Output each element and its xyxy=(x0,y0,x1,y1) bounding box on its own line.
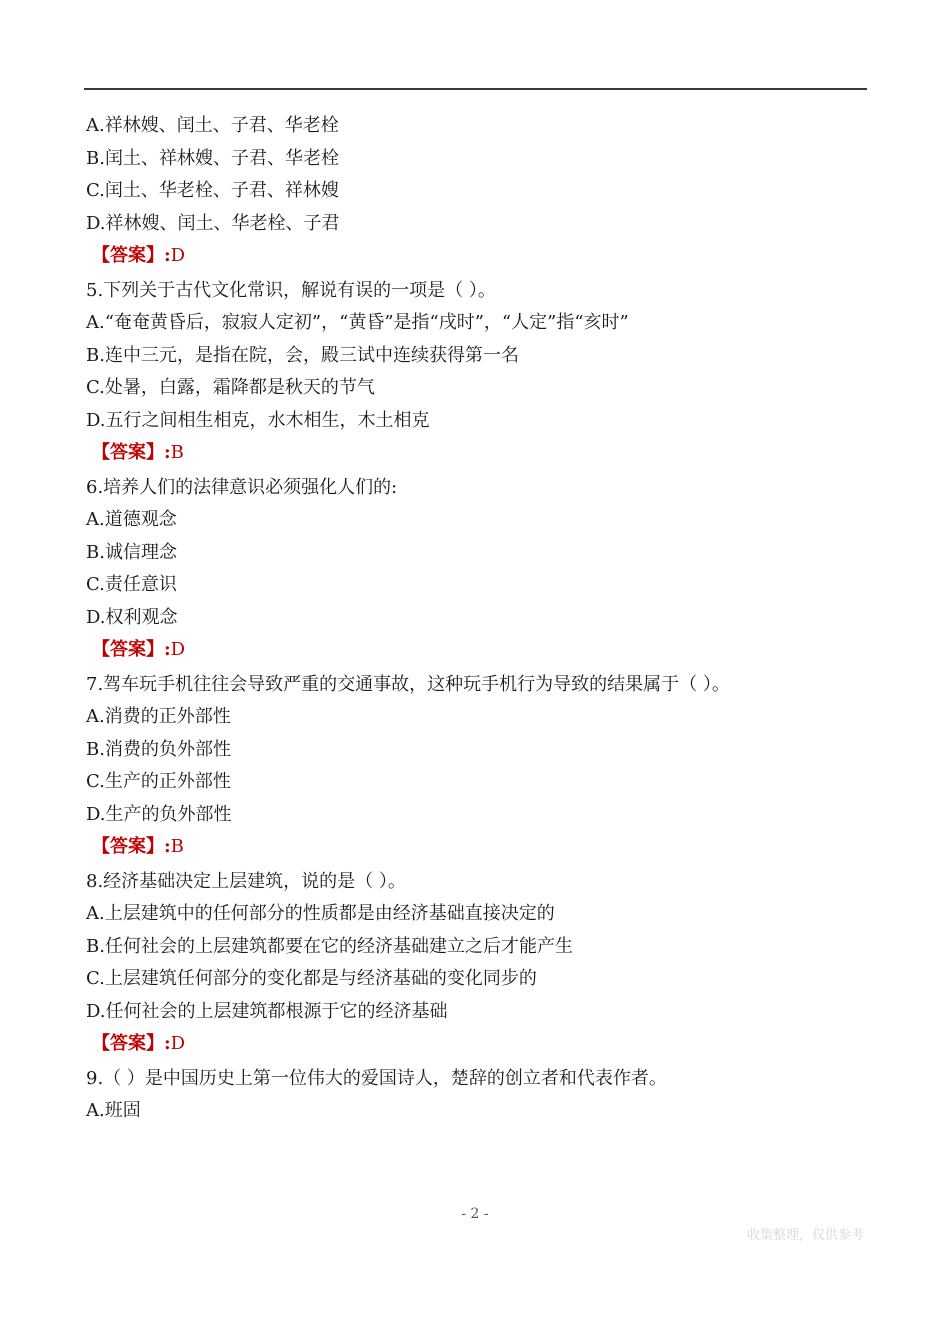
answer-label: 【答案】: xyxy=(92,836,171,857)
option-b: B.闰土、祥林嫂、子君、华老栓 xyxy=(86,147,339,169)
answer-value: D xyxy=(170,639,186,660)
option-a: A.上层建筑中的任何部分的性质都是由经济基础直接决定的 xyxy=(86,903,555,924)
option-d: D.任何社会的上层建筑都根源于它的经济基础 xyxy=(86,1000,448,1022)
option-d: D.权利观念 xyxy=(86,606,178,628)
header-rule xyxy=(84,88,867,90)
answer-value: B xyxy=(170,442,184,463)
option-d: D.五行之间相生相克，水木相生，木土相克 xyxy=(86,409,430,431)
option-a: A.班固 xyxy=(86,1100,141,1121)
answer-label: 【答案】: xyxy=(92,442,171,463)
question-text: 5.下列关于古代文化常识，解说有误的一项是（ ）。 xyxy=(86,279,496,301)
answer-value: D xyxy=(170,245,186,266)
answer-line xyxy=(86,831,866,864)
option-c: C.生产的正外部性 xyxy=(86,771,231,792)
watermark-text: 收集整理，仅供参考 xyxy=(746,1228,864,1243)
option-a: A.道德观念 xyxy=(86,509,177,530)
option-b: B.消费的负外部性 xyxy=(86,738,231,760)
answer-label: 【答案】: xyxy=(92,1033,171,1054)
question-text: 8.经济基础决定上层建筑，说的是（ ）。 xyxy=(86,870,406,892)
option-d: D.祥林嫂、闰土、华老栓、子君 xyxy=(86,212,340,234)
option-a: A.“奄奄黄昏后，寂寂人定初”，“黄昏”是指“戌时”，“人定”指“亥时” xyxy=(86,312,629,333)
answer-line xyxy=(86,1028,866,1061)
option-a: A.祥林嫂、闰土、子君、华老栓 xyxy=(86,115,339,136)
document-body xyxy=(86,110,866,1128)
page-number: - 2 - xyxy=(461,1206,489,1222)
option-c: C.上层建筑任何部分的变化都是与经济基础的变化同步的 xyxy=(86,968,537,989)
answer-value: B xyxy=(170,836,184,857)
option-b: B.连中三元，是指在院，会，殿三试中连续获得第一名 xyxy=(86,344,519,366)
answer-label: 【答案】: xyxy=(92,639,171,660)
answer-label: 【答案】: xyxy=(92,245,171,266)
question-text: 7.驾车玩手机往往会导致严重的交通事故，这种玩手机行为导致的结果属于（ ）。 xyxy=(86,673,730,695)
answer-line xyxy=(86,634,866,667)
answer-value: D xyxy=(170,1033,186,1054)
option-c: C.闰土、华老栓、子君、祥林嫂 xyxy=(86,180,339,201)
answer-line xyxy=(86,437,866,470)
option-c: C.责任意识 xyxy=(86,574,177,595)
question-text: 9.（ ）是中国历史上第一位伟大的爱国诗人，楚辞的创立者和代表作者。 xyxy=(86,1067,667,1089)
option-b: B.任何社会的上层建筑都要在它的经济基础建立之后才能产生 xyxy=(86,935,573,957)
option-c: C.处暑，白露，霜降都是秋天的节气 xyxy=(86,377,375,398)
option-a: A.消费的正外部性 xyxy=(86,706,231,727)
option-d: D.生产的负外部性 xyxy=(86,803,232,825)
option-b: B.诚信理念 xyxy=(86,541,177,563)
answer-line xyxy=(86,240,866,273)
question-text: 6.培养人们的法律意识必须强化人们的: xyxy=(86,476,398,498)
